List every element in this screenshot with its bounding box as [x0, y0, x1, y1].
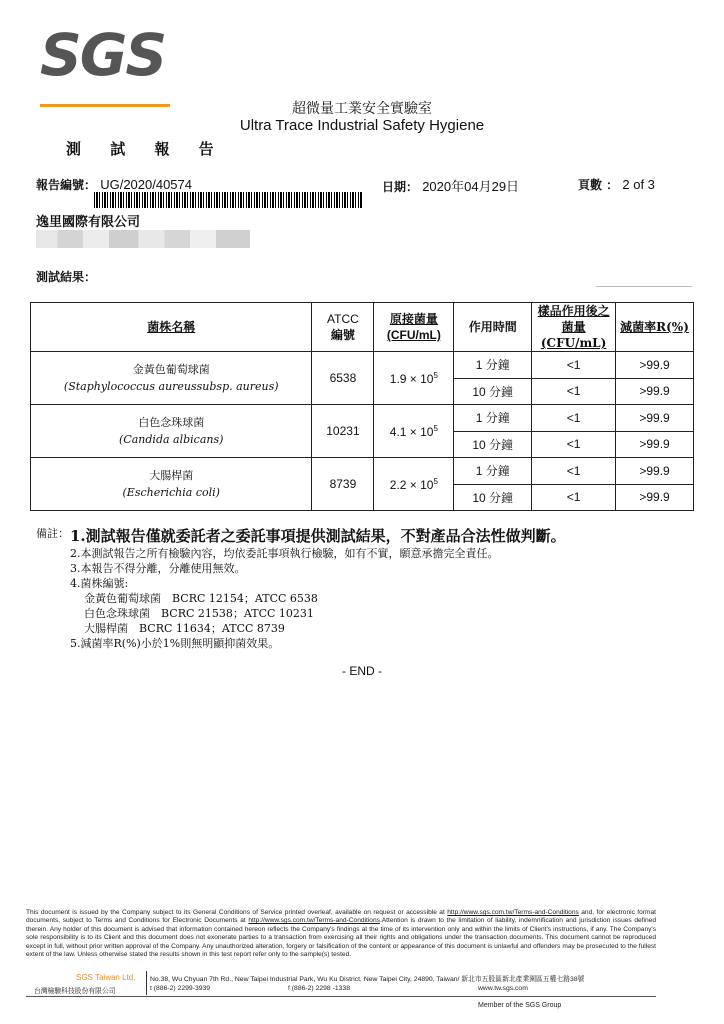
barcode [94, 192, 362, 208]
list-item: 大腸桿菌 BCRC 11634；ATCC 8739 [84, 622, 285, 635]
footer-tel: t (886-2) 2299-3939 [150, 985, 211, 992]
strain-number-list [36, 591, 566, 636]
footer-company-zh: 台灣檢驗科技股份有限公司 [34, 987, 116, 995]
page-number-value: 2 of 3 [622, 177, 655, 192]
atcc-cell: 6538 [312, 352, 374, 405]
report-number [36, 176, 192, 193]
strain-cell: 金黃色葡萄球菌 (Staphylococcus aureussubsp. aureus) [31, 352, 312, 405]
rate-cell: >99.9 [616, 484, 694, 511]
time-cell: 1 分鐘 [454, 458, 532, 485]
after-cell: <1 [532, 458, 616, 485]
table-header-row [31, 303, 694, 352]
divider [596, 286, 692, 287]
initial-cell: $2.2 \times 10^5$ [374, 458, 454, 511]
initial-cell: $1.9 \times 10^5$ [374, 352, 454, 405]
report-number-value: UG/2020/40574 [100, 177, 192, 192]
note-5: 5.減菌率R(%)小於1%則無明顯抑菌效果。 [70, 637, 280, 650]
report-date [382, 176, 519, 195]
page-number-label: 頁數 ： [578, 178, 619, 192]
page-number [578, 176, 655, 193]
rate-cell: >99.9 [616, 431, 694, 458]
note-2: 2.本測試報告之所有檢驗內容，均依委託事項執行檢驗，如有不實，願意承擔完全責任。 [70, 547, 499, 560]
list-item: 金黃色葡萄球菌 BCRC 12154；ATCC 6538 [84, 592, 318, 605]
footer-divider [146, 971, 147, 995]
time-cell: 1 分鐘 [454, 405, 532, 432]
rate-cell: >99.9 [616, 378, 694, 405]
strain-cell: 白色念珠球菌 (Candida albicans) [31, 405, 312, 458]
lab-name-en: Ultra Trace Industrial Safety Hygiene [239, 117, 485, 134]
footer-member: Member of the SGS Group [478, 1002, 562, 1009]
footer-address: No.38, Wu Chyuan 7th Rd., New Taipei Industrial Park, Wu Ku District, New Taipei City, 24890, Taiwan/ 新北市五股區新北產業園區五權七路38號 [150, 976, 585, 983]
results-label: 測試結果： [36, 270, 97, 284]
note-4: 4.菌株編號: [70, 577, 129, 590]
after-cell: <1 [532, 352, 616, 379]
time-cell: 10 分鐘 [454, 484, 532, 511]
list-item: 白色念珠球菌 BCRC 21538；ATCC 10231 [84, 607, 314, 620]
rate-cell: >99.9 [616, 458, 694, 485]
strain-cell: 大腸桿菌 (Escherichia coli) [31, 458, 312, 511]
sgs-logo [40, 21, 166, 89]
after-cell: <1 [532, 431, 616, 458]
header-strain: 菌株名稱 [31, 303, 312, 352]
time-cell: 10 分鐘 [454, 431, 532, 458]
report-date-value: 2020年04月29日 [422, 179, 520, 194]
report-number-label: 報告編號： [36, 178, 97, 192]
after-cell: <1 [532, 378, 616, 405]
end-marker: - END - [342, 664, 382, 678]
table-row [31, 352, 694, 379]
document-title: 測 試 報 告 [66, 140, 226, 158]
terms-link[interactable]: http://www.sgs.com.tw/Terms-and-Conditions [447, 909, 579, 916]
initial-cell: $4.1 \times 10^5$ [374, 405, 454, 458]
footer-disclaimer: This document is issued by the Company subject to its General Conditions of Service printed overleaf, available on request or accessible at http://www.sgs.com.tw/Terms-and-Conditions and, for electronic format documents, subject to Terms and Conditions for Electronic Documents at http://www.sgs.com.tw/Terms-and-Conditions.Attention is drawn to the limitation of liability, indemnification and jurisdiction issues defined therein. Any holder of this document is advised that information contained hereon reflects the Company's findings at the time of its intervention only and within the limits of Client's instructions, if any. The Company's sole responsibility is to its Client and this document does not exonerate parties to a transaction from exercising all their rights and obligations under the transaction documents. This document cannot be reproduced except in full, without prior written approval of the Company. Any unauthorized alteration, forgery or falsification of the content or appearance of this document is unlawful and offenders may be prosecuted to the fullest extent of the law. Unless otherwise stated the results shown in this test report refer only to the sample(s) tested. [26, 909, 656, 959]
rate-cell: >99.9 [616, 405, 694, 432]
time-cell: 10 分鐘 [454, 378, 532, 405]
header-atcc: ATCC 編號 [312, 303, 374, 352]
logo-text: SGS [40, 21, 166, 89]
footer-website[interactable]: www.tw.sgs.com [478, 985, 528, 992]
header-after: 樣品作用後之 菌量(CFU/mL) [532, 303, 616, 352]
notes-section [36, 526, 566, 651]
note-3: 3.本報告不得分離，分離使用無效。 [70, 562, 246, 575]
header-reduction: 減菌率R(%) [616, 303, 694, 352]
after-cell: <1 [532, 484, 616, 511]
terms-link-electronic[interactable]: http://www.sgs.com.tw/Terms-and-Conditions [248, 917, 380, 925]
table-row [31, 458, 694, 485]
redacted-address [36, 230, 250, 248]
footer-fax: f (886-2) 2298 -1338 [288, 985, 350, 992]
table-row [31, 405, 694, 432]
client-company: 逸里國際有限公司 [36, 215, 141, 230]
footer-rule [26, 996, 656, 997]
time-cell: 1 分鐘 [454, 352, 532, 379]
note-1 [36, 526, 566, 546]
atcc-cell: 8739 [312, 458, 374, 511]
notes-lead: 備註： [36, 527, 69, 540]
lab-name-zh: 超微量工業安全實驗室 [292, 101, 432, 117]
results-table [30, 302, 694, 511]
header-time: 作用時間 [454, 303, 532, 352]
atcc-cell: 10231 [312, 405, 374, 458]
footer-company-en: SGS Taiwan Ltd. [76, 973, 136, 982]
header-initial: 原接菌量 (CFU/mL) [374, 303, 454, 352]
rate-cell: >99.9 [616, 352, 694, 379]
report-date-label: 日期： [382, 180, 419, 194]
after-cell: <1 [532, 405, 616, 432]
note-1-text: 1.測試報告僅就委託者之委託事項提供測試結果，不對產品合法性做判斷。 [70, 527, 566, 545]
